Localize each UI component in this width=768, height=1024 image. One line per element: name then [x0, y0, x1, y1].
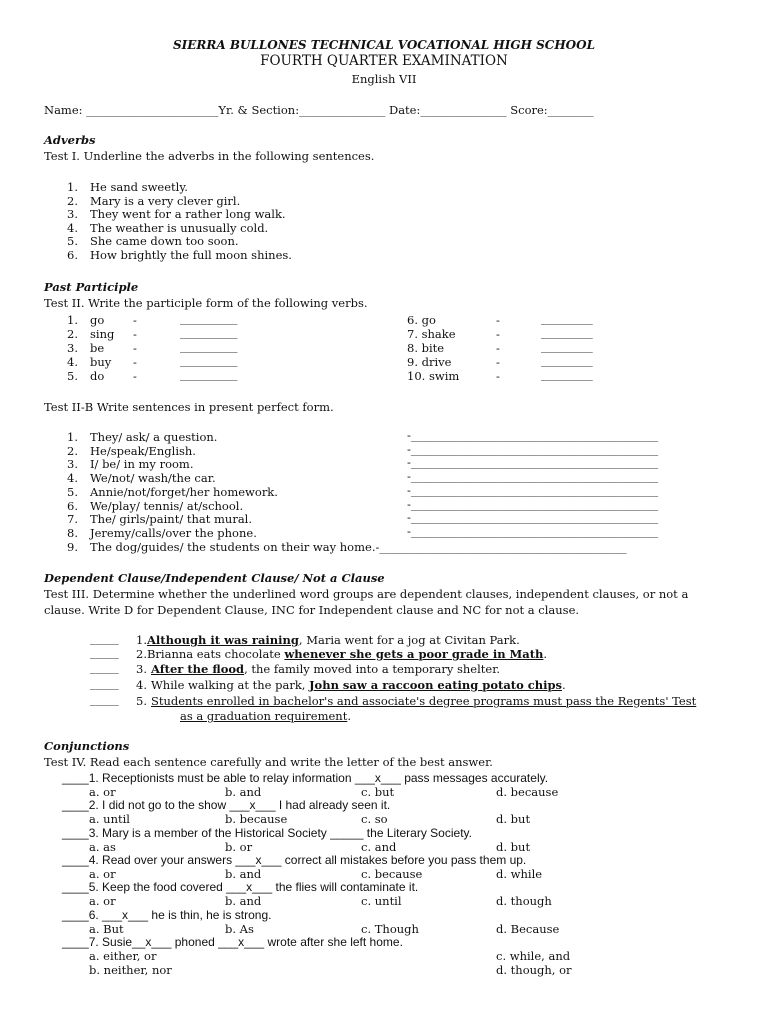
adverb-item-text: She came down too soon.	[90, 234, 239, 249]
participle-verb: go	[90, 313, 105, 327]
student-info-line: Name: _______________________Yr. & Section:_______________ Date:_______________ Score:________	[44, 103, 594, 117]
test4-instruction: Test IV. Read each sentence carefully and write the letter of the best answer.	[44, 755, 493, 769]
participle-number: 4.	[67, 355, 78, 369]
participle-verb: do	[90, 369, 105, 383]
perfect-number: 8.	[67, 525, 78, 540]
choice-c: c. while, and	[496, 948, 571, 963]
choice-a: a. or	[89, 785, 116, 799]
perfect-answer-blank: -___________________________________________	[407, 441, 659, 456]
choice-a: a. as	[89, 839, 116, 854]
conjunction-question: ____7. Susie__x___ phoned ___x___ wrote after she left home.	[62, 934, 403, 949]
participle-verb: sing	[90, 327, 115, 341]
participle-heading: Past Participle	[44, 280, 139, 294]
participle-dash: -	[496, 369, 500, 383]
choice-b: b. because	[225, 812, 288, 827]
choice-c: c. Though	[361, 921, 419, 936]
clause-item	[136, 678, 566, 692]
participle-dash: -	[496, 341, 500, 355]
perfect-number: 4.	[67, 471, 78, 486]
perfect-sentence: We/not/ wash/the car.	[90, 471, 216, 486]
participle-verb-right: 10. swim	[407, 369, 460, 383]
conjunction-question: ____2. I did not go to the show ___x___ I had already seen it.	[62, 798, 391, 813]
conjunction-question: ____3. Mary is a member of the Historical Society _____ the Literary Society.	[62, 825, 472, 840]
participle-blank: __________	[180, 367, 238, 381]
clause-underlined-group: Although it was raining	[146, 633, 299, 647]
clause-rest-text: .	[562, 678, 566, 692]
clause-underlined-group: John saw a raccoon eating potato chips	[309, 678, 562, 692]
participle-dash: -	[133, 341, 137, 355]
clause-number: 2.	[136, 647, 147, 661]
clause-heading: Dependent Clause/Independent Clause/ Not a Clause	[44, 571, 385, 585]
participle-verb: be	[90, 341, 105, 355]
clause-answer-blank: _____	[90, 692, 119, 706]
choice-d: d. because	[496, 785, 559, 799]
choice-d: d. though, or	[496, 962, 572, 977]
test3-instruction-1: Test III. Determine whether the underlined word groups are dependent clauses, independent clauses, or not a	[44, 587, 689, 601]
clause-rest-text: , the family moved into a temporary shelter.	[244, 662, 501, 676]
exam-title: FOURTH QUARTER EXAMINATION	[260, 53, 508, 69]
participle-dash: -	[133, 313, 137, 327]
clause-rest-text: .	[347, 709, 351, 723]
conjunction-question: ____4. Read over your answers ___x___ correct all mistakes before you pass them up.	[62, 852, 527, 867]
perfect-number: 2.	[67, 443, 78, 458]
perfect-number: 1.	[67, 430, 78, 444]
participle-verb-right: 7. shake	[407, 327, 456, 341]
participle-blank: _________	[541, 311, 593, 325]
perfect-sentence: We/play/ tennis/ at/school.	[90, 498, 244, 513]
school-name: SIERRA BULLONES TECHNICAL VOCATIONAL HIGH SCHOOL	[172, 38, 596, 52]
clause-number: 1.	[136, 633, 147, 647]
participle-dash: -	[496, 355, 500, 369]
clause-item	[136, 694, 696, 708]
choice-c: c. and	[361, 839, 397, 854]
adverb-item-number: 5.	[67, 234, 78, 249]
choice-a: a. either, or	[89, 948, 157, 963]
participle-dash: -	[133, 327, 137, 341]
conjunction-question: ____5. Keep the food covered ___x___ the flies will contaminate it.	[62, 880, 419, 895]
perfect-number: 6.	[67, 498, 78, 513]
clause-rest-text: , Maria went for a jog at Civitan Park.	[298, 633, 520, 647]
participle-blank: __________	[180, 325, 238, 339]
choice-c: c. because	[361, 866, 423, 881]
participle-verb-right: 8. bite	[407, 341, 445, 355]
choice-d: d. but	[496, 839, 531, 854]
participle-number: 5.	[67, 369, 78, 383]
clause-answer-blank: _____	[90, 676, 119, 690]
participle-blank: __________	[180, 339, 238, 353]
perfect-number: 3.	[67, 457, 78, 472]
adverb-item-number: 4.	[67, 220, 78, 235]
participle-blank: _________	[541, 353, 593, 367]
clause-underlined-group: Students enrolled in bachelor's and associate's degree programs must pass the Regents' Test	[150, 694, 697, 708]
choice-b: b. and	[225, 785, 262, 799]
participle-number: 3.	[67, 341, 78, 355]
clause-answer-blank: _____	[90, 631, 119, 645]
adverb-item-number: 6.	[67, 248, 78, 262]
perfect-number: 7.	[67, 512, 78, 527]
perfect-answer-blank: -___________________________________________	[407, 455, 659, 470]
adverb-item-number: 2.	[67, 193, 78, 208]
choice-c: c. so	[361, 812, 388, 827]
participle-dash: -	[496, 327, 500, 341]
clause-answer-blank: _____	[90, 645, 119, 659]
participle-blank: _________	[541, 339, 593, 353]
perfect-answer-blank: -___________________________________________	[407, 469, 659, 484]
clause-plain-text: Brianna eats chocolate	[146, 647, 285, 661]
choice-b: b. neither, nor	[89, 962, 172, 977]
clause-plain-text: While walking at the park,	[150, 678, 310, 692]
adverbs-heading: Adverbs	[44, 133, 96, 147]
choice-d: d. though	[496, 894, 552, 909]
perfect-answer-blank: -___________________________________________	[407, 510, 659, 525]
subject: English VII	[351, 72, 417, 86]
perfect-sentence: I/ be/ in my room.	[90, 457, 194, 472]
perfect-sentence: The dog/guides/ the students on their way home.-___________________________________________	[90, 539, 627, 554]
adverb-item-text: Mary is a very clever girl.	[90, 193, 241, 208]
participle-verb-right: 9. drive	[407, 355, 452, 369]
choice-b: b. or	[225, 839, 253, 854]
perfect-sentence: He/speak/English.	[90, 443, 196, 458]
test1-instruction: Test I. Underline the adverbs in the following sentences.	[44, 149, 375, 163]
clause-item-continuation	[180, 709, 351, 723]
perfect-answer-blank: -___________________________________________	[407, 496, 659, 511]
choice-d: d. Because	[496, 921, 560, 936]
choice-d: d. but	[496, 812, 531, 827]
conjunction-question: ____6. ___x___ he is thin, he is strong.	[62, 907, 272, 922]
perfect-number: 9.	[67, 539, 78, 554]
adverb-item-text: How brightly the full moon shines.	[90, 248, 292, 262]
choice-a: a. But	[89, 921, 124, 936]
choice-a: a. or	[89, 894, 116, 909]
adverb-item-text: The weather is unusually cold.	[90, 220, 269, 235]
clause-number: 4.	[136, 678, 147, 692]
choice-b: b. As	[225, 921, 254, 936]
participle-blank: _________	[541, 325, 593, 339]
test3-instruction-2: clause. Write D for Dependent Clause, INC for Independent clause and NC for not a clause.	[44, 603, 580, 617]
participle-number: 2.	[67, 327, 78, 341]
participle-verb: buy	[90, 355, 112, 369]
perfect-number: 5.	[67, 484, 78, 499]
conjunction-question: ____1. Receptionists must be able to relay information ___x___ pass messages accurately.	[62, 771, 549, 785]
choice-c: c. until	[361, 894, 402, 909]
adverb-item-number: 1.	[67, 180, 78, 194]
clause-number: 3.	[136, 662, 147, 676]
clause-underlined-group: whenever she gets a poor grade in Math	[284, 647, 544, 661]
choice-b: b. and	[225, 894, 262, 909]
clause-number: 5.	[136, 694, 147, 708]
test2-instruction: Test II. Write the participle form of the following verbs.	[44, 296, 368, 310]
participle-blank: __________	[180, 311, 238, 325]
participle-blank: __________	[180, 353, 238, 367]
perfect-sentence: They/ ask/ a question.	[90, 430, 218, 444]
clause-item	[136, 647, 547, 661]
perfect-sentence: The/ girls/paint/ that mural.	[90, 512, 253, 527]
clause-answer-blank: _____	[90, 660, 119, 674]
perfect-sentence: Annie/not/forget/her homework.	[90, 484, 278, 499]
adverb-item-number: 3.	[67, 207, 78, 222]
clause-rest-text: .	[543, 647, 548, 661]
participle-blank: _________	[541, 367, 593, 381]
choice-d: d. while	[496, 866, 543, 881]
perfect-answer-blank: -___________________________________________	[407, 428, 659, 442]
perfect-answer-blank: -___________________________________________	[407, 523, 659, 538]
participle-verb-right: 6. go	[407, 313, 436, 327]
adverb-item-text: They went for a rather long walk.	[90, 207, 286, 222]
choice-c: c. but	[361, 785, 395, 799]
clause-item	[136, 633, 520, 647]
perfect-sentence: Jeremy/calls/over the phone.	[90, 525, 257, 540]
conjunctions-heading: Conjunctions	[44, 739, 130, 753]
clause-underlined-group: as a graduation requirement	[180, 709, 348, 723]
clause-item	[136, 662, 500, 676]
clause-underlined-group: After the flood	[150, 662, 245, 676]
choice-b: b. and	[225, 866, 262, 881]
choice-a: a. until	[89, 812, 130, 827]
perfect-answer-blank: -___________________________________________	[407, 482, 659, 497]
adverb-item-text: He sand sweetly.	[90, 180, 188, 194]
choice-a: a. or	[89, 866, 116, 881]
participle-dash: -	[133, 355, 137, 369]
participle-dash: -	[133, 369, 137, 383]
participle-dash: -	[496, 313, 500, 327]
test2b-instruction: Test II-B Write sentences in present perfect form.	[44, 400, 334, 414]
participle-number: 1.	[67, 313, 78, 327]
